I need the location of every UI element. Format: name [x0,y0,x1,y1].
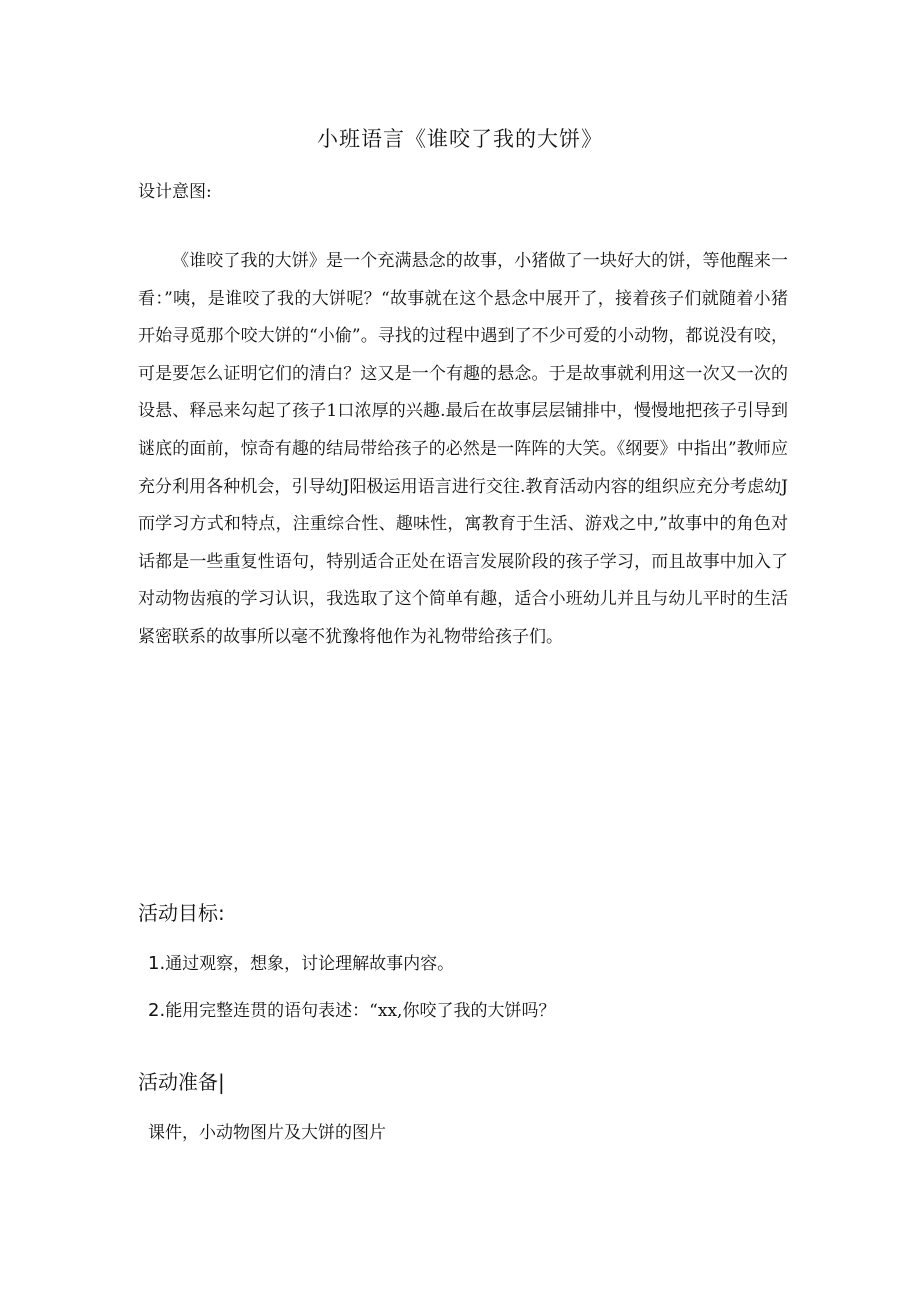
goal-text: 通过观察，想象，讨论理解故事内容。 [165,954,455,974]
preparation-heading: 活动准备| [138,1070,225,1094]
preparation-materials: 课件，小动物图片及大饼的图片 [148,1123,386,1143]
goal-number: 1. [148,953,166,974]
design-intent-paragraph: 《谁咬了我的大饼》是一个充满悬念的故事，小猪做了一块好大的饼，等他醒来一看：”咦，是谁咬了我的大饼呢？“故事就在这个悬念中展开了，接着孩子们就随着小猪开始寻觅那个咬大饼的“小偷”。寻找的过程中遇到了不少可爱的小动物，都说没有咬，可是要怎么证明它们的清白？这又是一个有趣的悬念。于是故事就利用这一次又一次的设悬、释忌来勾起了孩子1口浓厚的兴趣.最后在故事层层铺排中，慢慢地把孩子引导到谜底的面前，惊奇有趣的结局带给孩子的必然是一阵阵的大笑。《纲要》中指出”教师应充分利用各种机会，引导幼J阳极运用语言进行交往.教育活动内容的组织应充分考虑幼J而学习方式和特点，注重综合性、趣味性，寓教育于生活、游戏之中,”故事中的角色对话都是一些重复性语句，特别适合正处在语言发展阶段的孩子学习，而且故事中加入了对动物齿痕的学习认识，我选取了这个简单有趣，适合小班幼儿并且与幼儿平时的生活紧密联系的故事所以毫不犹豫将他作为礼物带给孩子们。 [138,251,788,647]
goal-text: 能用完整连贯的语句表述：“xx,你咬了我的大饼吗？ [165,1001,556,1021]
page-title: 小班语言《谁咬了我的大饼》 [317,127,603,151]
goals-heading: 活动目标: [138,901,225,925]
design-intent-label: 设计意图: [138,182,212,202]
goal-number: 2. [148,1000,166,1021]
goal-item [148,949,454,979]
goal-item [148,996,555,1026]
